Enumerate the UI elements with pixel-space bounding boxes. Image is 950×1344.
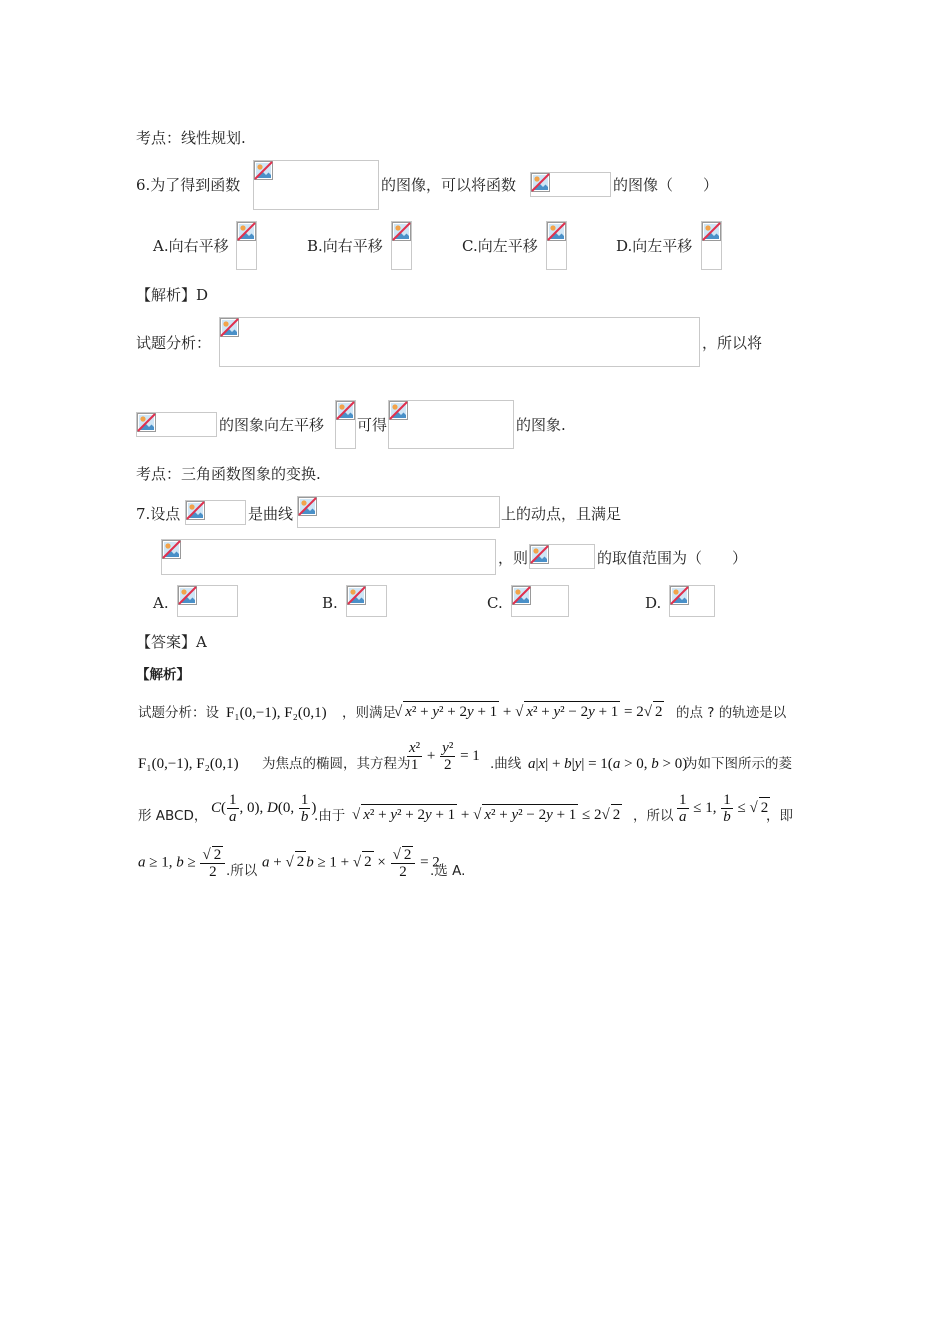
q7-option-c: C. <box>487 594 503 612</box>
formula-image <box>219 317 700 367</box>
sol-l4-end: .选 A. <box>430 863 466 879</box>
broken-image-icon <box>254 161 273 180</box>
sol-l4-result: a + √ 2 b ≥ 1 + √ 2 × $\frac{√ 2}{2}$ = 2 <box>262 847 440 880</box>
sol-l3-start: 形 ABCD， <box>138 808 208 824</box>
sol-l4-bounds: a ≥ 1, b ≥ $\frac{√ 2}{2}$ <box>138 846 226 880</box>
broken-image-icon <box>178 586 197 605</box>
formula-image <box>530 172 611 197</box>
sol-l3-inequality: √ x² + y² + 2y + 1 + √ x² + y² − 2y + 1 ≤ 2√ 2 <box>352 804 622 825</box>
sol-l2-end: 为如下图所示的菱 <box>684 756 792 772</box>
sol-l1-foci: F₁(0,−1), F₂(0,1) <box>226 705 327 721</box>
formula-image <box>388 400 514 449</box>
q6-option-a: A.向右平移 <box>153 237 229 255</box>
broken-image-icon <box>392 222 411 241</box>
q6-analysis-end: 的图象. <box>516 416 566 434</box>
q7-jiexi: 【解析】 <box>136 667 190 683</box>
formula-image <box>669 585 715 617</box>
formula-image <box>185 500 246 525</box>
formula-image <box>701 221 722 270</box>
formula-image <box>346 585 387 617</box>
q5-kaodian: 考点：线性规划. <box>136 129 246 147</box>
q6-option-d: D.向左平移 <box>616 237 693 255</box>
formula-image <box>335 400 356 449</box>
q6-stem-end: 的图像（ ） <box>613 176 719 194</box>
q7-answer: 【答案】A <box>136 633 207 651</box>
q6-option-c: C.向左平移 <box>462 237 538 255</box>
q7-option-d: D. <box>645 594 662 612</box>
broken-image-icon <box>137 413 156 432</box>
formula-image <box>546 221 567 270</box>
q6-analysis-start: 试题分析： <box>136 334 212 352</box>
sol-l1-start: 试题分析：设 <box>138 705 219 721</box>
q7-option-b: B. <box>322 594 338 612</box>
sol-l3-so: ，所以 <box>633 808 674 824</box>
broken-image-icon <box>186 501 205 520</box>
sol-l2-start: 为焦点的椭圆，其方程为 <box>262 756 411 772</box>
broken-image-icon <box>237 222 256 241</box>
formula-image <box>511 585 569 617</box>
sol-l3-bounds: $\frac{1}{a}$ ≤ 1, $\frac{1}{b}$ ≤ √ 2 <box>679 792 769 825</box>
broken-image-icon <box>531 173 550 192</box>
broken-image-icon <box>389 401 408 420</box>
broken-image-icon <box>670 586 689 605</box>
q6-option-b: B.向右平移 <box>307 237 383 255</box>
sol-l3-end: ，即 <box>766 808 793 824</box>
broken-image-icon <box>162 540 181 559</box>
sol-l1-end: 的点 ? 的轨迹是以 <box>676 705 787 721</box>
q6-kaodian: 考点：三角函数图象的变换. <box>136 465 321 483</box>
q7-stem-start: 7.设点 <box>136 505 181 523</box>
q7-stem-then: ，则 <box>498 549 529 567</box>
q7-stem-condition: 上的动点，且满足 <box>501 505 622 523</box>
sol-l3-points: C( $\frac{1}{a}$ , 0), D(0, $\frac{1}{b}$ ) <box>211 792 317 825</box>
q6-analysis-get: 可得 <box>357 416 388 434</box>
q6-analysis-shift: 的图象向左平移 <box>219 416 325 434</box>
formula-image <box>391 221 412 270</box>
q6-stem-middle: 的图像，可以将函数 <box>381 176 517 194</box>
formula-image <box>161 539 496 575</box>
formula-image <box>529 544 595 569</box>
sol-l2-foci: F₁(0,−1), F₂(0,1) <box>138 756 239 772</box>
sol-l2-curve-eq: a|x| + b|y| = 1(a > 0, b > 0) <box>528 756 688 772</box>
formula-image <box>136 412 217 437</box>
broken-image-icon <box>530 545 549 564</box>
q7-option-a: A. <box>153 594 169 612</box>
broken-image-icon <box>547 222 566 241</box>
broken-image-icon <box>336 401 355 420</box>
sol-l3-since: .由于 <box>314 808 346 824</box>
sol-l2-curve: .曲线 <box>490 756 522 772</box>
q6-stem-start: 6.为了得到函数 <box>136 176 241 194</box>
sol-l1-equation: √ x² + y² + 2y + 1 + √ x² + y² − 2y + 1 = 2√ 2 <box>394 701 664 722</box>
q6-jiexi: 【解析】D <box>136 286 209 304</box>
q6-analysis-middle: ，所以将 <box>702 334 763 352</box>
broken-image-icon <box>347 586 366 605</box>
broken-image-icon <box>220 318 239 337</box>
sol-l1-mid: ，则满足 <box>342 705 396 721</box>
broken-image-icon <box>512 586 531 605</box>
sol-l4-so: .所以 <box>226 863 258 879</box>
q7-stem-end: 的取值范围为（ ） <box>597 549 748 567</box>
broken-image-icon <box>298 497 317 516</box>
formula-image <box>177 585 238 617</box>
formula-image <box>253 160 379 210</box>
formula-image <box>236 221 257 270</box>
formula-image <box>297 496 500 528</box>
sol-l2-ellipse: $\frac{\text{x²}}{1}$ + $\frac{\text{y²}}{2}$ = 1 <box>409 740 480 773</box>
broken-image-icon <box>702 222 721 241</box>
q7-stem-curve: 是曲线 <box>248 505 294 523</box>
